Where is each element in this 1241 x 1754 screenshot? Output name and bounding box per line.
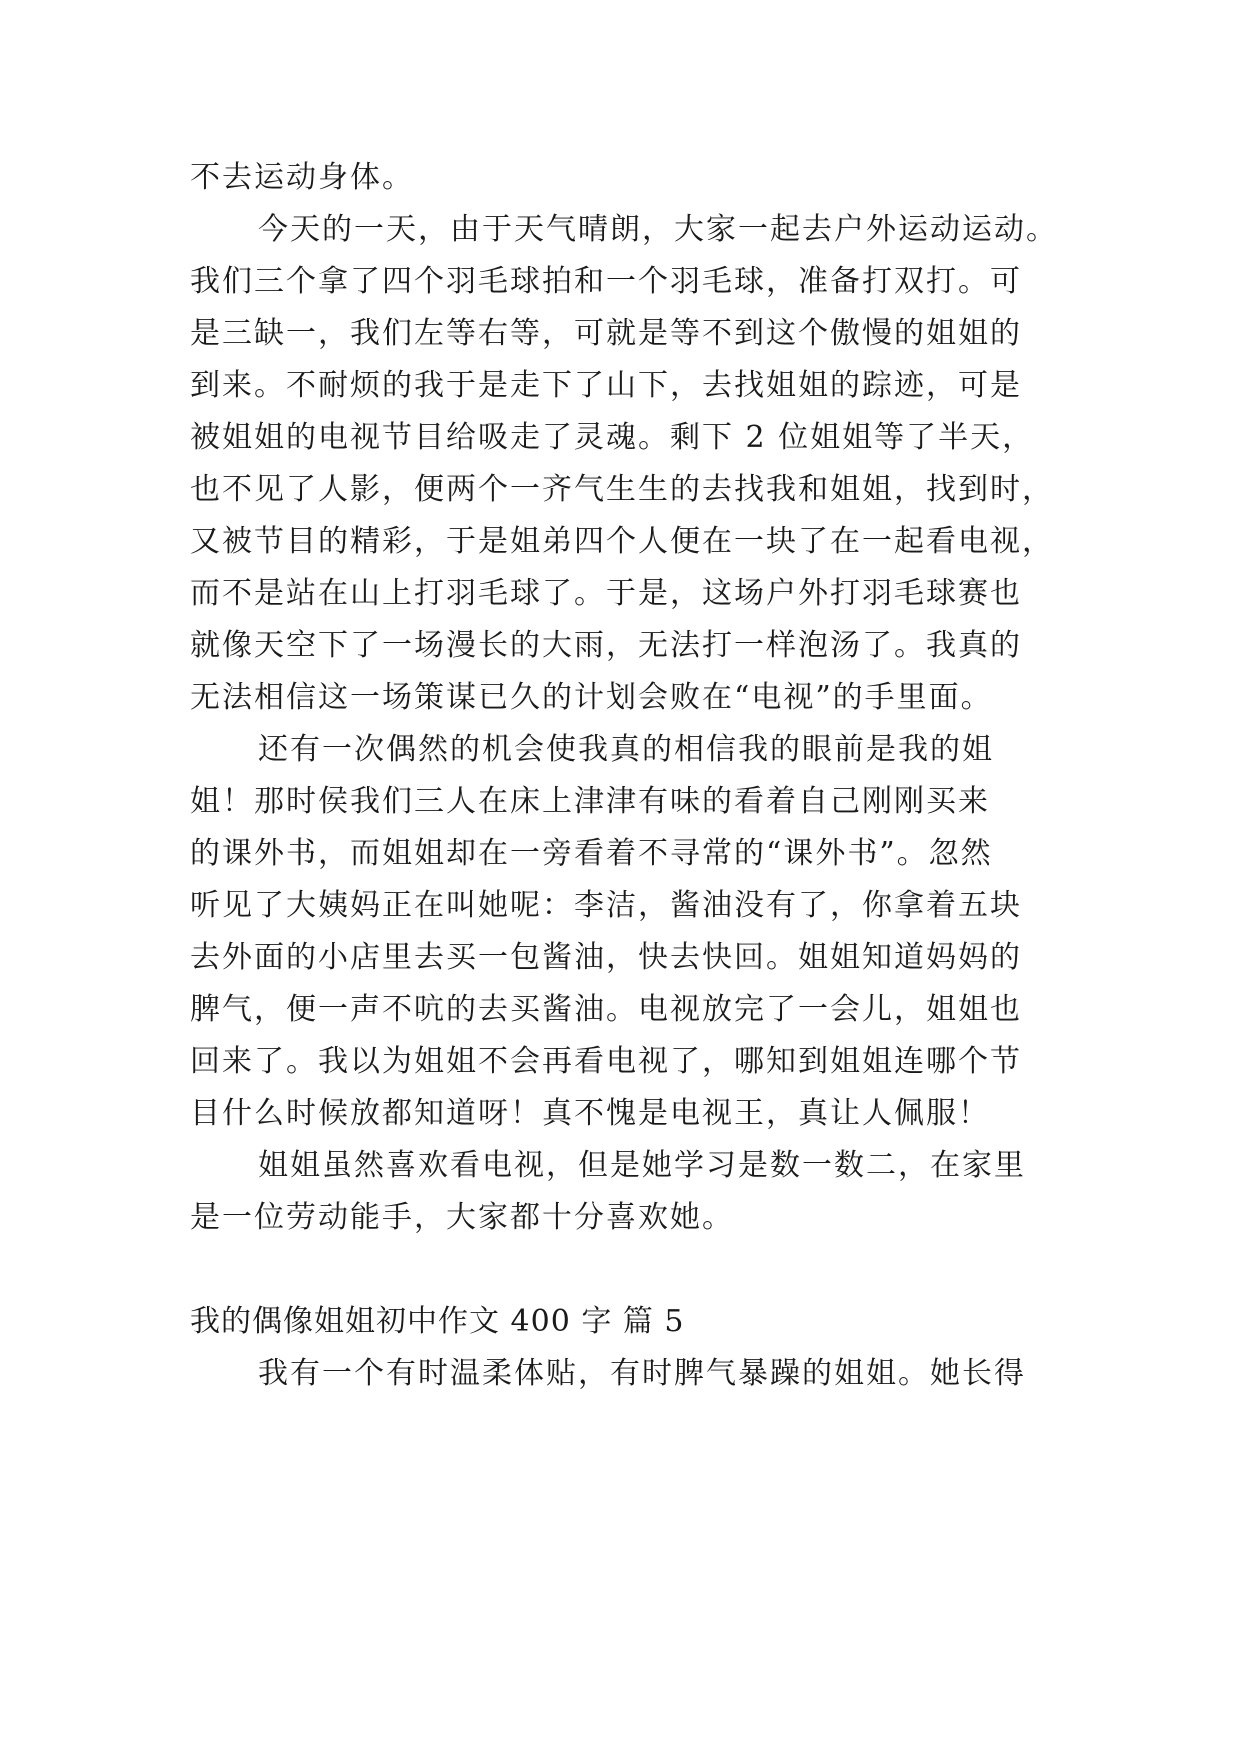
paragraph-line: 的课外书，而姐姐却在一旁看着不寻常的“课外书”。忽然	[190, 836, 993, 871]
paragraph-line: 还有一次偶然的机会使我真的相信我的眼前是我的姐	[258, 732, 994, 767]
paragraph-line: 我有一个有时温柔体贴，有时脾气暴躁的姐姐。她长得	[258, 1356, 1026, 1391]
paragraph-line: 去外面的小店里去买一包酱油，快去快回。姐姐知道妈妈的	[190, 940, 1022, 975]
paragraph-line: 也不见了人影，便两个一齐气生生的去找我和姐姐，找到时，	[190, 472, 1054, 507]
paragraph-line: 被姐姐的电视节目给吸走了灵魂。剩下 2 位姐姐等了半天，	[190, 420, 1035, 455]
paragraph-line: 姐姐虽然喜欢看电视，但是她学习是数一数二，在家里	[258, 1148, 1026, 1183]
paragraph-line: 姐！那时侯我们三人在床上津津有味的看着自己刚刚买来	[190, 784, 990, 819]
paragraph-line: 今天的一天，由于天气晴朗，大家一起去户外运动运动。	[258, 212, 1058, 247]
paragraph-line: 是一位劳动能手，大家都十分喜欢她。	[190, 1200, 734, 1235]
paragraph-line: 到来。不耐烦的我于是走下了山下，去找姐姐的踪迹，可是	[190, 368, 1022, 403]
paragraph-line: 脾气，便一声不吭的去买酱油。电视放完了一会儿，姐姐也	[190, 992, 1022, 1027]
paragraph-line: 我们三个拿了四个羽毛球拍和一个羽毛球，准备打双打。可	[190, 264, 1022, 299]
paragraph-line: 而不是站在山上打羽毛球了。于是，这场户外打羽毛球赛也	[190, 576, 1022, 611]
section-heading: 我的偶像姐姐初中作文 400 字 篇 5	[190, 1304, 685, 1339]
paragraph-line: 是三缺一，我们左等右等，可就是等不到这个傲慢的姐姐的	[190, 316, 1022, 351]
paragraph-line: 就像天空下了一场漫长的大雨，无法打一样泡汤了。我真的	[190, 628, 1022, 663]
paragraph-line: 无法相信这一场策谋已久的计划会败在“电视”的手里面。	[190, 680, 993, 715]
paragraph-line: 又被节目的精彩，于是姐弟四个人便在一块了在一起看电视，	[190, 524, 1054, 559]
paragraph-line: 不去运动身体。	[190, 160, 414, 195]
paragraph-line: 听见了大姨妈正在叫她呢：李洁，酱油没有了，你拿着五块	[190, 888, 1022, 923]
paragraph-line: 目什么时候放都知道呀！真不愧是电视王，真让人佩服！	[190, 1096, 990, 1131]
paragraph-line: 回来了。我以为姐姐不会再看电视了，哪知到姐姐连哪个节	[190, 1044, 1022, 1079]
